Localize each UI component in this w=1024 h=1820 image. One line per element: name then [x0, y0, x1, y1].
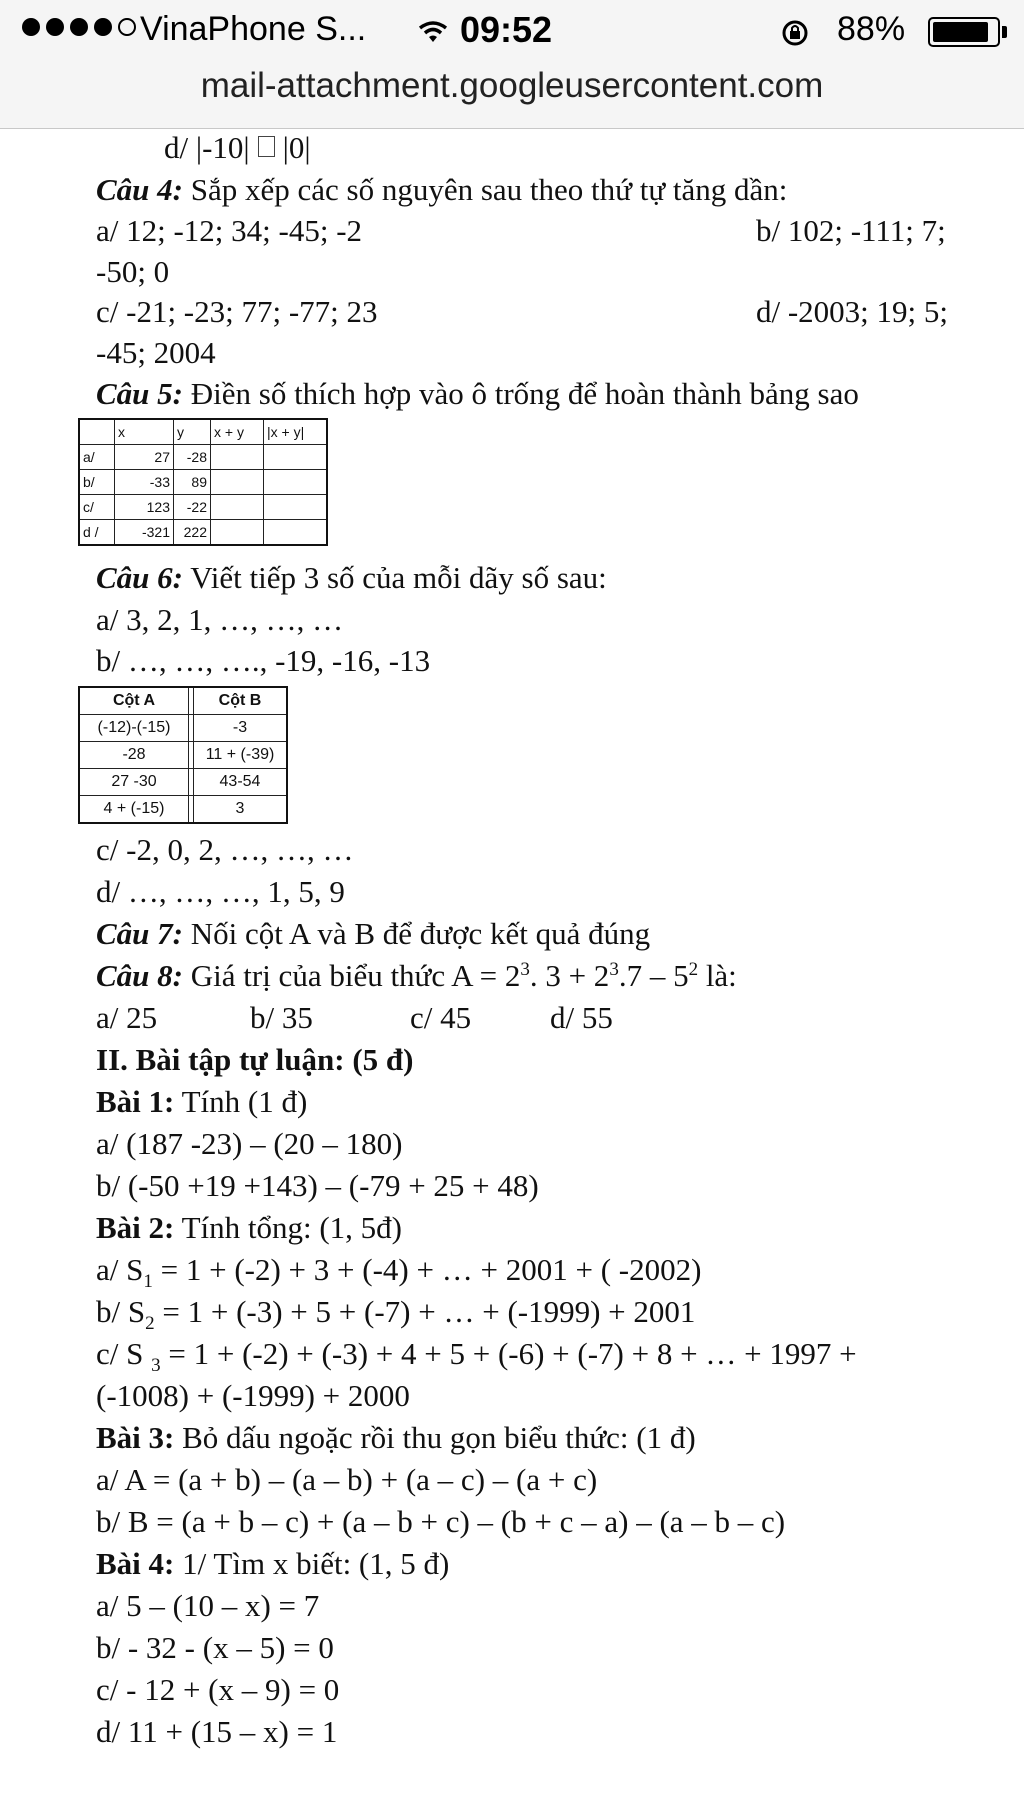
clock: 09:52: [460, 9, 553, 50]
table-cell-blank: [264, 445, 328, 470]
browser-top-bar: [0, 0, 1024, 129]
table-cell-a: 27 -30: [79, 769, 189, 796]
cau8-option-d: d/ 55: [550, 1000, 613, 1035]
bai1-b: b/ (-50 +19 +143) – (-79 + 25 + 48): [96, 1168, 539, 1203]
table-cell-b: 3: [194, 796, 288, 824]
cau4-title: Câu 4:: [96, 172, 183, 207]
cau4-d: d/ -2003; 19; 5;: [756, 294, 949, 329]
table-cell-a: (-12)-(-15): [79, 715, 189, 742]
table-cell-blank: [211, 445, 264, 470]
cau4-b-cont: -50; 0: [96, 254, 170, 289]
table-cell-blank: [264, 470, 328, 495]
cau3-d-line: [164, 130, 311, 166]
table-row: [79, 769, 287, 796]
table-cell-b: 43-54: [194, 769, 288, 796]
bai2-a-text: = 1 + (-2) + 3 + (-4) + … + 2001 + ( -2002): [152, 1252, 702, 1287]
cau8-option-b: b/ 35: [250, 1000, 313, 1035]
cau7-title: Câu 7:: [96, 916, 183, 951]
cau8-exponent: 2: [688, 959, 699, 980]
bai2-c-text: = 1 + (-2) + (-3) + 4 + 5 + (-6) + (-7) + 8 + … + 1997 +: [160, 1336, 857, 1371]
carrier-name: VinaPhone S...: [140, 10, 367, 48]
table-row: [79, 445, 327, 470]
table-cell: [79, 419, 115, 445]
table-cell-b: 11 + (-39): [194, 742, 288, 769]
cau4-b: b/ 102; -111; 7;: [756, 213, 946, 248]
table-cell-a: -28: [79, 742, 189, 769]
cau6-a: a/ 3, 2, 1, …, …, …: [96, 602, 344, 637]
table-row-label: a/: [79, 445, 115, 470]
cau8-text: . 3 + 2: [529, 958, 610, 993]
bai1-title: Bài 1:: [96, 1084, 175, 1119]
cau4-c: c/ -21; -23; 77; -77; 23: [96, 294, 378, 329]
bai2-a-subscript: 1: [143, 1271, 153, 1292]
table-cell-y: 222: [174, 520, 211, 546]
bai2-b-prefix: b/ S: [96, 1294, 146, 1329]
bai3-b: b/ B = (a + b – c) + (a – b + c) – (b + c – a) – (a – b – c): [96, 1504, 786, 1539]
cau5-table: [78, 418, 328, 546]
bai2-a: [96, 1252, 702, 1292]
status-bar: [0, 0, 1024, 68]
cau6-b: b/ …, …, …., -19, -16, -13: [96, 643, 431, 678]
bai4-heading: [96, 1546, 449, 1582]
bai2-b: [96, 1294, 696, 1334]
table-header-cell: x + y: [211, 419, 264, 445]
cau4-heading: [96, 172, 787, 208]
table-row: [79, 495, 327, 520]
wifi-icon: [418, 20, 448, 44]
cau6-text: Viết tiếp 3 số của mỗi dãy số sau:: [190, 560, 607, 595]
table-header-cell: x: [115, 419, 174, 445]
cau6-d: d/ …, …, …, 1, 5, 9: [96, 874, 345, 909]
battery-icon: [928, 17, 1000, 47]
bai4-a: a/ 5 – (10 – x) = 7: [96, 1588, 320, 1623]
cau5-text: Điền số thích hợp vào ô trống để hoàn thành bảng sao: [190, 376, 859, 411]
bai4-c: c/ - 12 + (x – 9) = 0: [96, 1672, 340, 1707]
bai4-text: 1/ Tìm x biết: (1, 5 đ): [174, 1546, 450, 1581]
cau8-text: là:: [698, 958, 737, 993]
cau6-title: Câu 6:: [96, 560, 183, 595]
bai2-heading: [96, 1210, 402, 1246]
table-header-row: [79, 687, 287, 715]
cau8-title: Câu 8:: [96, 958, 183, 993]
table-cell-b: -3: [194, 715, 288, 742]
cau6-c: c/ -2, 0, 2, …, …, …: [96, 832, 354, 867]
table-header-cell: |x + y|: [264, 419, 328, 445]
cau8-heading: [96, 958, 737, 994]
bai1-text: Tính (1 đ): [181, 1084, 308, 1119]
document-page: [0, 128, 1024, 1820]
battery-fill: [933, 22, 988, 42]
bai2-b-text: = 1 + (-3) + 5 + (-7) + … + (-1999) + 2001: [154, 1294, 696, 1329]
table-cell-blank: [211, 495, 264, 520]
table-row: [79, 796, 287, 824]
cau6-heading: [96, 560, 607, 596]
table-cell-x: -33: [115, 470, 174, 495]
bai3-text: Bỏ dấu ngoặc rồi thu gọn biểu thức: (1 đ): [174, 1420, 696, 1455]
bai2-text: Tính tổng: (1, 5đ): [181, 1210, 402, 1245]
bai2-c-cont: (-1008) + (-1999) + 2000: [96, 1378, 410, 1413]
battery-tip: [1002, 26, 1007, 38]
cau8-text: .7 – 5: [618, 958, 689, 993]
table-row: [79, 470, 327, 495]
cau4-d-cont: -45; 2004: [96, 335, 216, 370]
table-row: [79, 715, 287, 742]
bai2-b-subscript: 2: [145, 1313, 155, 1334]
bai4-d: d/ 11 + (15 – x) = 1: [96, 1714, 338, 1749]
cau8-exponent: 3: [609, 959, 619, 980]
table-cell-blank: [264, 520, 328, 546]
bai4-title: Bài 4:: [96, 1546, 175, 1581]
cau8-exponent: 3: [520, 959, 530, 980]
table-cell-x: 27: [115, 445, 174, 470]
table-header-cell: y: [174, 419, 211, 445]
cau3-d-prefix: d/ |-10|: [164, 130, 250, 165]
bai1-heading: [96, 1084, 307, 1120]
bai3-heading: [96, 1420, 696, 1456]
cau7-text: Nối cột A và B để được kết quả đúng: [190, 916, 651, 951]
cau3-d-suffix: |0|: [282, 130, 311, 165]
cau7-heading: [96, 916, 650, 952]
table-row: [79, 742, 287, 769]
table-cell-a: 4 + (-15): [79, 796, 189, 824]
cau7-table: [78, 686, 288, 824]
battery-percent: 88%: [837, 10, 906, 48]
bai2-c-subscript: 3: [151, 1355, 161, 1376]
table-cell-x: 123: [115, 495, 174, 520]
signal-strength-icon: [22, 18, 136, 36]
rotation-lock-icon: [780, 18, 810, 48]
table-row: [79, 520, 327, 546]
table-cell-blank: [211, 520, 264, 546]
bai3-title: Bài 3:: [96, 1420, 175, 1455]
section-2-title: II. Bài tập tự luận: (5 đ): [96, 1042, 414, 1077]
bai3-a: a/ A = (a + b) – (a – b) + (a – c) – (a + c): [96, 1462, 598, 1497]
bai4-b: b/ - 32 - (x – 5) = 0: [96, 1630, 334, 1665]
table-cell-y: -28: [174, 445, 211, 470]
table-row-label: b/: [79, 470, 115, 495]
bai2-title: Bài 2:: [96, 1210, 175, 1245]
bai2-c: [96, 1336, 857, 1376]
table-cell-x: -321: [115, 520, 174, 546]
bai1-a: a/ (187 -23) – (20 – 180): [96, 1126, 403, 1161]
cau5-heading: [96, 376, 859, 412]
cau8-option-a: a/ 25: [96, 1000, 158, 1035]
table-cell-blank: [264, 495, 328, 520]
table-cell-y: 89: [174, 470, 211, 495]
url-bar[interactable]: mail-attachment.googleusercontent.com: [200, 66, 824, 105]
table-cell-blank: [211, 470, 264, 495]
bai2-a-prefix: a/ S: [96, 1252, 144, 1287]
table-row-label: c/: [79, 495, 115, 520]
table-cell-y: -22: [174, 495, 211, 520]
cau8-text: Giá trị của biểu thức A = 2: [190, 958, 521, 993]
cau8-option-c: c/ 45: [410, 1000, 472, 1035]
cau4-a: a/ 12; -12; 34; -45; -2: [96, 213, 363, 248]
cau5-title: Câu 5:: [96, 376, 183, 411]
bai2-c-prefix: c/ S: [96, 1336, 152, 1371]
table-row-label: d /: [79, 520, 115, 546]
cau4-text: Sắp xếp các số nguyên sau theo thứ tự tăng dần:: [190, 172, 788, 207]
missing-glyph-box-icon: [258, 136, 275, 157]
table-header-col-a: Cột A: [79, 687, 189, 715]
table-header-row: [79, 419, 327, 445]
table-header-col-b: Cột B: [194, 687, 288, 715]
